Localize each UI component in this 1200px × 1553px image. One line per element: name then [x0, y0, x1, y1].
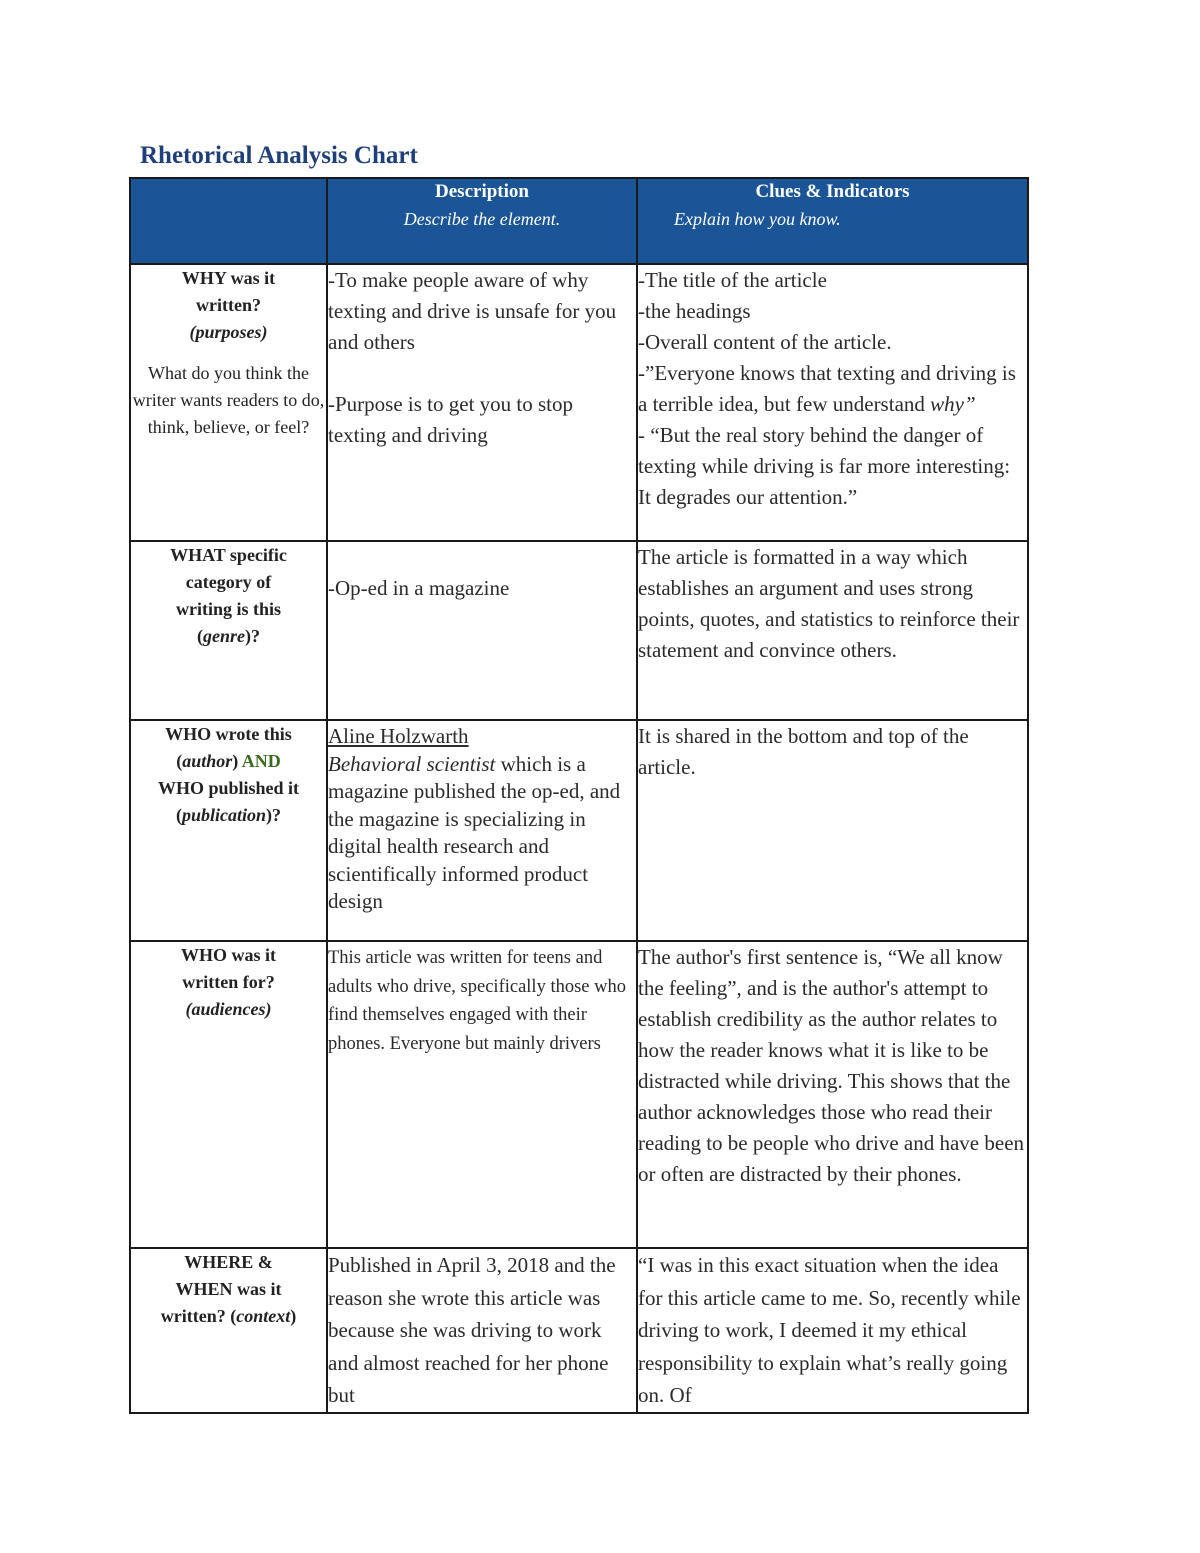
- clue-text: -The title of the article: [638, 268, 827, 292]
- question-cell: [130, 264, 327, 541]
- clue-text: “I was in this exact situation when the idea for this article came to me. So, recently while driving to work, I deemed it my ethical responsibility to explain what’s really going on. Of: [638, 1253, 1021, 1407]
- page-title: Rhetorical Analysis Chart: [140, 142, 418, 169]
- question-line: WHERE &: [184, 1252, 273, 1272]
- question-line: written?: [196, 295, 261, 315]
- table-row: [130, 720, 1028, 941]
- question-line: WHO published it: [157, 778, 300, 798]
- description-text: -Purpose is to get you to stop texting and driving: [328, 392, 573, 447]
- clue-text: -Overall content of the article.: [638, 330, 892, 354]
- description-text: -To make people aware of why texting and drive is unsafe for you and others: [328, 268, 617, 354]
- description-cell: [327, 1248, 637, 1413]
- description-cell: [327, 941, 637, 1248]
- clue-text: - “But the real story behind the danger of texting while driving is far more interesting: It degrades our attention.”: [638, 423, 1011, 509]
- clue-text: The article is formatted in a way which establishes an argument and uses strong points, quotes, and statistics to reinforce their statement and convince others.: [638, 545, 1020, 662]
- clue-text: -the headings: [638, 299, 751, 323]
- question-line: WHY was it: [181, 268, 276, 288]
- question-line: WHO was it: [180, 945, 276, 965]
- author-name: Aline Holzwarth: [328, 724, 469, 748]
- question-help: What do you think the writer wants readers to do, think, believe, or feel?: [132, 363, 325, 437]
- question-line: (publication)?: [175, 805, 281, 825]
- question-line: (author) AND: [176, 751, 281, 771]
- question-cell: [130, 941, 327, 1248]
- question-line: WHEN was it: [175, 1279, 282, 1299]
- question-cell: [130, 720, 327, 941]
- table-row: [130, 1248, 1028, 1413]
- clue-text: It is shared in the bottom and top of the article.: [638, 724, 969, 779]
- description-cell: [327, 264, 637, 541]
- header-description: [327, 178, 637, 264]
- clues-cell: [637, 720, 1028, 941]
- clues-subheading: Explain how you know.: [674, 209, 841, 229]
- description-heading: Description: [435, 181, 529, 202]
- header-clues: [637, 178, 1028, 264]
- question-line: WHAT specific: [170, 545, 287, 565]
- question-line: written for?: [182, 972, 275, 992]
- description-text: -Op-ed in a magazine: [328, 576, 510, 600]
- rhetorical-analysis-table: [129, 177, 1029, 1414]
- clue-text: -”Everyone knows that texting and driving is a terrible idea, but few understand why”: [638, 361, 1016, 416]
- question-line: (purposes): [189, 322, 268, 342]
- table-row: [130, 264, 1028, 541]
- question-line: (genre)?: [197, 626, 260, 646]
- header-empty-cell: [130, 178, 327, 264]
- clues-cell: [637, 1248, 1028, 1413]
- question-line: writing is this: [175, 599, 281, 619]
- clue-text: The author's first sentence is, “We all know the feeling”, and is the author's attempt to establish credibility as the author relates to how the reader knows what it is like to be distracted while driving. This shows that the author acknowledges those who read their reading to be people who drive and have been or often are distracted by their phones.: [638, 945, 1025, 1186]
- description-text: Behavioral scientist which is a magazine published the op-ed, and the magazine is specializing in digital health research and scientifically informed product design: [328, 751, 621, 913]
- question-line: (audiences): [185, 999, 272, 1019]
- table-row: [130, 941, 1028, 1248]
- description-text: Published in April 3, 2018 and the reason she wrote this article was because she was driving to work and almost reached for her phone but: [328, 1253, 616, 1407]
- description-cell: [327, 720, 637, 941]
- description-subheading: Describe the element.: [403, 209, 561, 229]
- question-cell: [130, 1248, 327, 1413]
- table-row: [130, 541, 1028, 720]
- question-line: written? (context): [160, 1306, 297, 1326]
- description-text: This article was written for teens and adults who drive, specifically those who find themselves engaged with their phones. Everyone but mainly drivers: [328, 948, 626, 1054]
- clues-cell: [637, 941, 1028, 1248]
- question-line: category of: [185, 572, 272, 592]
- header-row: [130, 178, 1028, 264]
- description-cell: [327, 541, 637, 720]
- question-line: WHO wrote this: [165, 724, 292, 744]
- clues-cell: [637, 541, 1028, 720]
- question-cell: [130, 541, 327, 720]
- clues-heading: Clues & Indicators: [755, 181, 910, 202]
- clues-cell: [637, 264, 1028, 541]
